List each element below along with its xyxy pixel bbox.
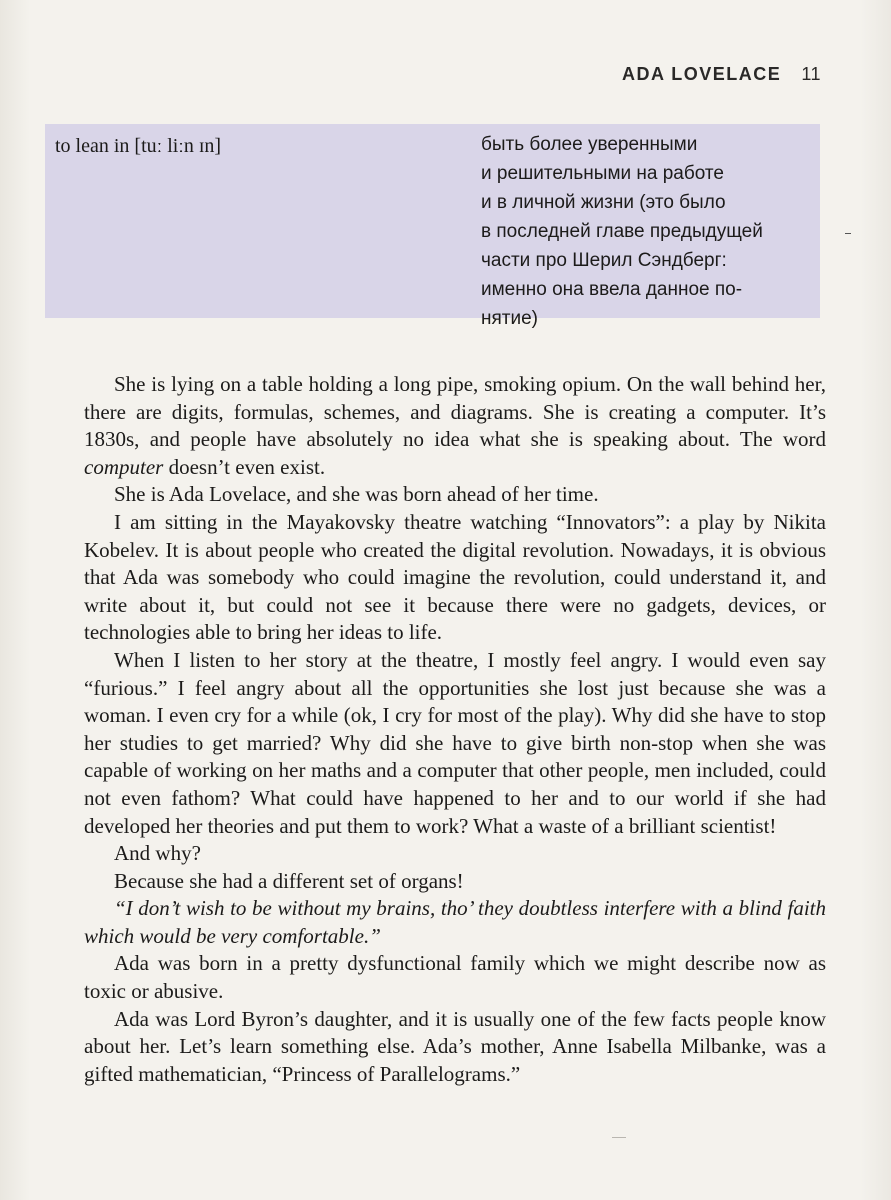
paragraph-text: doesn’t even exist. [163, 454, 326, 479]
definition-line: именно она ввела данное по- [481, 279, 743, 300]
paragraph-ada-intro: She is Ada Lovelace, and she was born ahead of her time. [114, 482, 599, 507]
emphasis-computer: computer [84, 454, 164, 479]
definition-line: быть более уверенными [481, 134, 698, 155]
vocabulary-box [45, 124, 820, 329]
paragraph-angry: When I listen to her story at the theatre, I mostly feel angry. I would even say “furious.” I feel angry about all the opportunities she lost just because she was a woman. I even cry for a while (ok, I cry for most of the play). Why did she have to stop her studies to get married? Why did she have to give birth non-stop when she was capable of working on her maths and a computer that other people, men included, could not even fathom? What could have happened to her and to our world if she had developed her theories and put them to work? What a waste of a brilliant scientist! [84, 647, 826, 838]
vocabulary-term: to lean in [tuː liːn ɪn] [55, 135, 222, 157]
vocabulary-definition [477, 124, 820, 329]
paragraph-organs: Because she had a different set of organs! [114, 868, 464, 893]
definition-line: и в личной жизни (это было [481, 192, 726, 213]
definition-line: в последней главе предыдущей [481, 221, 763, 242]
paragraph-text: She is lying on a table holding a long pipe, smoking opium. On the wall behind her, there are digits, formulas, schemes, and diagrams. She is creating a computer. It’s 1830s, and people have absolutely no idea what she is speaking about. The word [84, 372, 826, 452]
paragraph-quote: “I don’t wish to be without my brains, tho’ they doubtless interfere with a blind faith which would be very comfortable.” [84, 896, 826, 948]
paragraph-byron: Ada was Lord Byron’s daughter, and it is usually one of the few facts people know about her. Let’s learn something else. Ada’s mother, Anne Isabella Milbanke, was a gifted mathematician, “Princess of Parallelograms.” [84, 1006, 826, 1086]
running-header [622, 64, 821, 85]
definition-line: части про Шерил Сэндберг: [481, 250, 727, 271]
body-text [84, 371, 826, 1088]
chapter-title: ADA LOVELACE [621, 64, 782, 84]
page-number: 11 [801, 64, 821, 84]
paragraph-opium [84, 371, 826, 481]
paragraph-family: Ada was born in a pretty dysfunctional family which we might describe now as toxic or abusive. [84, 951, 826, 1004]
paragraph-and-why: And why? [114, 841, 201, 866]
definition-line: и решительными на работе [481, 163, 724, 184]
margin-mark [845, 233, 851, 234]
page-bottom-mark [612, 1137, 626, 1138]
definition-line: нятие) [481, 308, 538, 329]
paragraph-theatre: I am sitting in the Mayakovsky theatre watching “Innovators”: a play by Nikita Kobelev. It is about people who created the digital revolution. Nowadays, it is obvious that Ada was somebody who could imagine the revolution, could understand it, and write about it, but could not see it because there were no gadgets, devices, or technologies able to bring her ideas to life. [84, 509, 826, 645]
